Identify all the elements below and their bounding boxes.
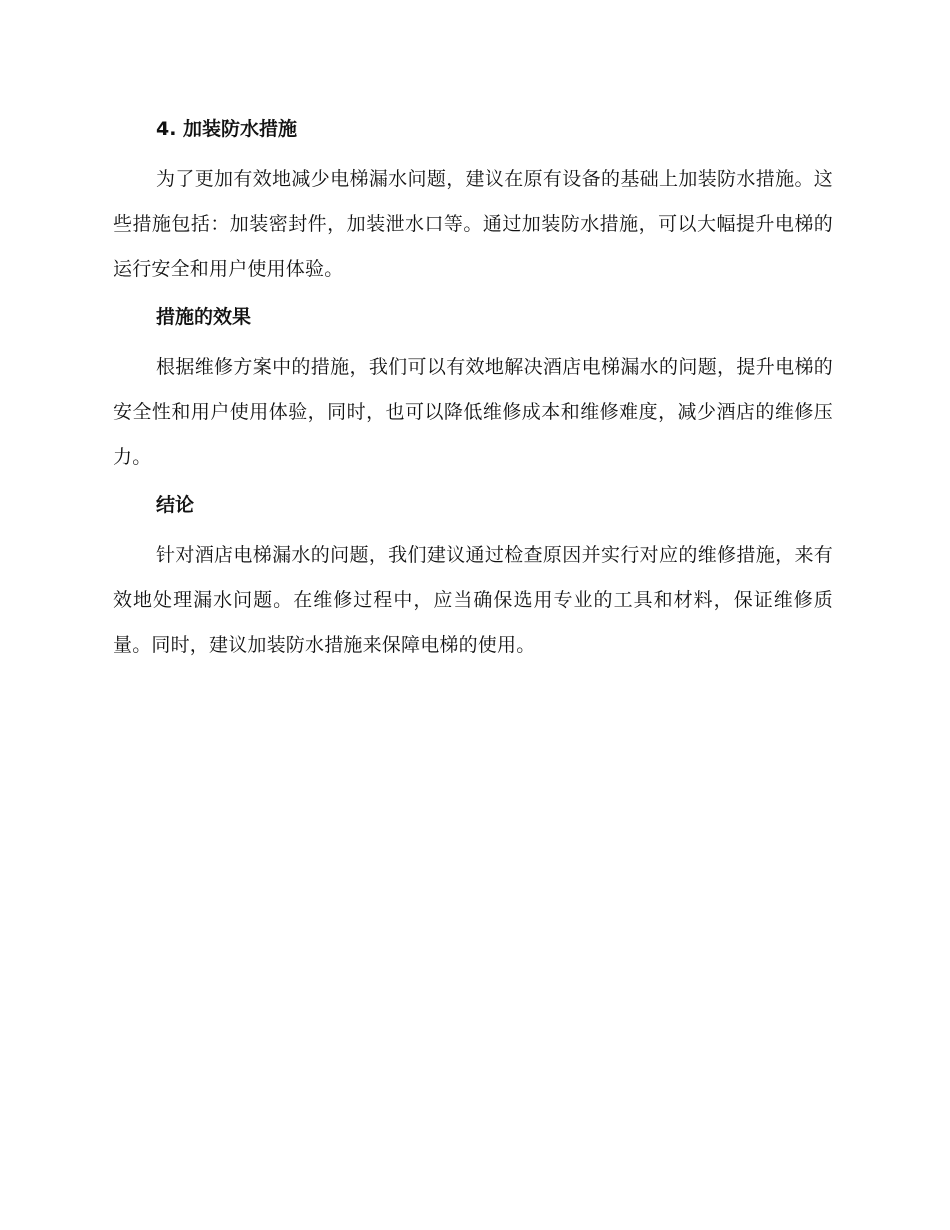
section-heading-waterproofing: 4. 加装防水措施 bbox=[156, 118, 298, 140]
document-page bbox=[113, 112, 833, 676]
section-paragraph-conclusion: 针对酒店电梯漏水的问题，我们建议通过检查原因并实行对应的维修措施，来有效地处理漏水问题。在维修过程中，应当确保选用专业的工具和材料，保证维修质量。同时，建议加装防水措施来保障电梯的使用。 bbox=[113, 544, 833, 656]
section-heading-effects: 措施的效果 bbox=[156, 306, 252, 328]
section-heading-conclusion: 结论 bbox=[156, 494, 195, 516]
section-paragraph-waterproofing: 为了更加有效地减少电梯漏水问题，建议在原有设备的基础上加装防水措施。这些措施包括：加装密封件，加装泄水口等。通过加装防水措施，可以大幅提升电梯的运行安全和用户使用体验。 bbox=[113, 168, 833, 280]
section-paragraph-effects: 根据维修方案中的措施，我们可以有效地解决酒店电梯漏水的问题，提升电梯的安全性和用户使用体验，同时，也可以降低维修成本和维修难度，减少酒店的维修压力。 bbox=[113, 356, 833, 468]
